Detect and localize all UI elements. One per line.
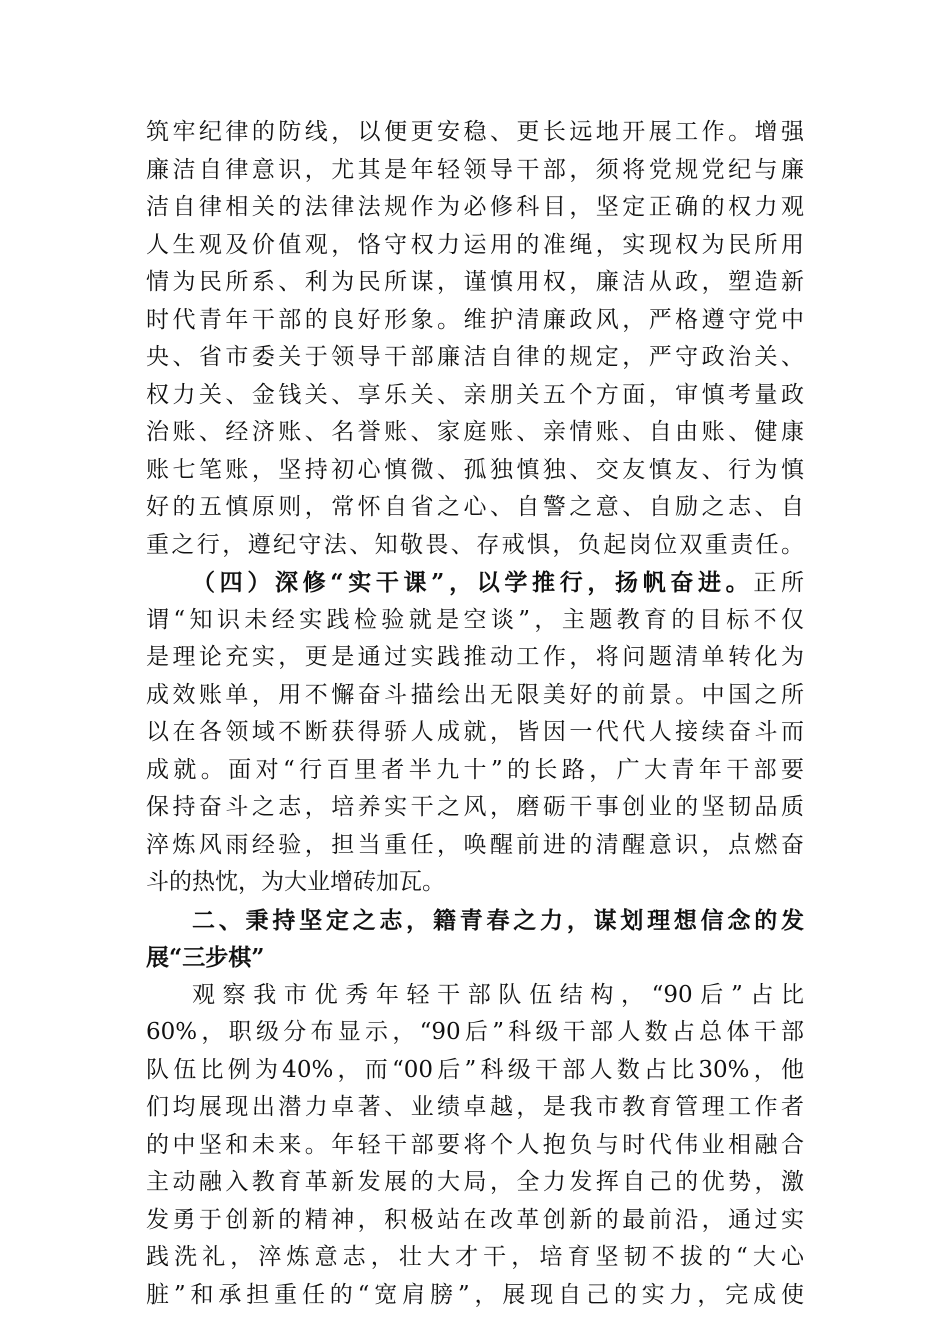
text-line: 60%，职级分布显示，“90后”科级干部人数占总体干部	[146, 1019, 804, 1045]
paragraph-first-line	[146, 564, 804, 602]
text-line: 淬炼风雨经验，担当重任，唤醒前进的清醒意识，点燃奋	[146, 831, 804, 858]
text-line: 发勇于创新的精神，积极站在改革创新的最前沿，通过实	[146, 1206, 804, 1233]
text-line: 情为民所系、利为民所谋，谨慎用权，廉洁从政，塑造新	[146, 269, 804, 295]
text-line: 保持奋斗之志，培养实干之风，磨砺干事创业的坚韧品质	[146, 794, 804, 820]
text-line: 廉洁自律意识，尤其是年轻领导干部，须将党规党纪与廉	[146, 156, 804, 183]
text-line: 账七笔账，坚持初心慎微、孤独慎独、交友慎友、行为慎	[146, 456, 804, 483]
section-heading	[146, 902, 804, 977]
text-line: 队伍比例为40%，而“00后”科级干部人数占比30%，他	[146, 1056, 804, 1083]
text-line: 人生观及价值观，恪守权力运用的准绳，实现权为民所用	[146, 231, 804, 258]
text-line: 时代青年干部的良好形象。维护清廉政风，严格遵守党中	[146, 306, 804, 333]
text-line: 筑牢纪律的防线，以便更安稳、更长远地开展工作。增强	[146, 119, 804, 145]
paragraph-2	[146, 564, 804, 902]
text-line: 是理论充实，更是通过实践推动工作，将问题清单转化为	[146, 644, 804, 670]
section-heading-line: 展“三步棋”	[146, 944, 265, 971]
text-line: 重之行，遵纪守法、知敬畏、存戒惧，负起岗位双重责任。	[146, 531, 804, 558]
text-line: 好的五慎原则，常怀自省之心、自警之意、自励之志、自	[146, 494, 804, 520]
text-line: 央、省市委关于领导干部廉洁自律的规定，严守政治关、	[146, 344, 804, 370]
text-line: 治账、经济账、名誉账、家庭账、亲情账、自由账、健康	[146, 419, 804, 445]
subsection-heading: （四）深修“实干课”，以学推行，扬帆奋进。	[192, 569, 754, 596]
text-line: 们均展现出潜力卓著、业绩卓越，是我市教育管理工作者	[146, 1094, 804, 1120]
paragraph-1	[146, 114, 804, 564]
section-heading-line: 二、秉持坚定之志，籍青春之力，谋划理想信念的发	[192, 906, 804, 934]
text-line: 成就。面对“行百里者半九十”的长路，广大青年干部要	[146, 756, 804, 783]
text-line: 脏”和承担重任的“宽肩膀”，展现自己的实力，完成使	[146, 1281, 804, 1308]
text-span: 正所	[753, 570, 804, 596]
text-line: 的中坚和未来。年轻干部要将个人抱负与时代伟业相融合	[146, 1131, 804, 1158]
text-line: 权力关、金钱关、享乐关、亲朋关五个方面，审慎考量政	[146, 381, 804, 408]
text-line: 以在各领域不断获得骄人成就，皆因一代代人接续奋斗而	[146, 719, 804, 745]
text-line: 观察我市优秀年轻干部队伍结构，“90后”占比	[192, 981, 804, 1008]
text-line: 成效账单，用不懈奋斗描绘出无限美好的前景。中国之所	[146, 681, 804, 708]
text-line: 主动融入教育革新发展的大局，全力发挥自己的优势，激	[146, 1169, 804, 1195]
text-line: 谓“知识未经实践检验就是空谈”，主题教育的目标不仅	[146, 606, 804, 633]
paragraph-3	[146, 977, 804, 1315]
text-line: 斗的热忱，为大业增砖加瓦。	[146, 869, 445, 895]
document-page	[146, 114, 804, 1314]
text-line: 洁自律相关的法律法规作为必修科目，坚定正确的权力观	[146, 194, 804, 220]
text-line: 践洗礼，淬炼意志，壮大才干，培育坚韧不拔的“大心	[146, 1244, 804, 1270]
